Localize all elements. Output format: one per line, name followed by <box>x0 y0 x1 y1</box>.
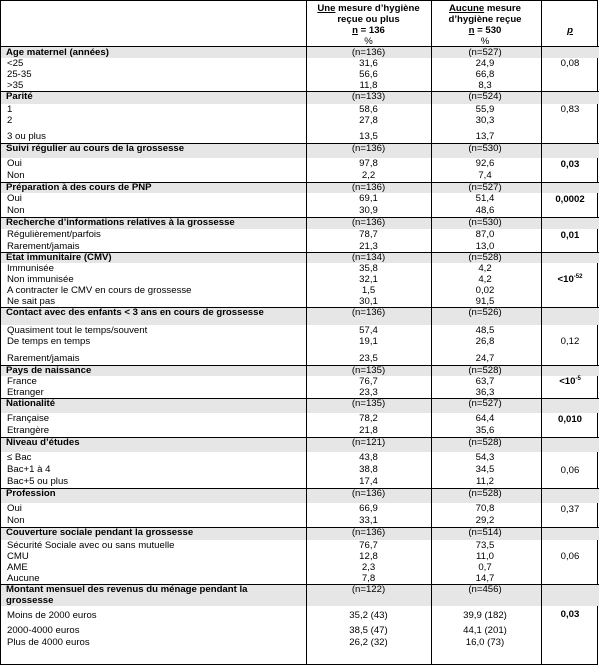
section-label: Parité <box>6 91 33 102</box>
value-none: 0,7 <box>478 562 492 573</box>
value-one-or-more: 23,3 <box>359 387 378 398</box>
p-value <box>541 274 599 285</box>
value-one-or-more: (n=136) <box>351 143 386 154</box>
row-label: Sécurité Sociale avec ou sans mutuelle <box>7 540 175 551</box>
section-label <box>6 584 248 606</box>
section-separator <box>1 584 599 585</box>
table-row <box>1 637 599 648</box>
row-label: AME <box>7 562 28 573</box>
value-none: 70,8 <box>475 503 495 514</box>
value-none: 51,4 <box>475 193 495 204</box>
header-col3-lead: Aucune <box>449 3 485 14</box>
section-label: Nationalité <box>6 398 56 409</box>
value-one-or-more: 76,7 <box>359 376 378 387</box>
value-none: 39,9 (182) <box>463 610 507 621</box>
p-value <box>541 609 599 620</box>
value-none: 11,0 <box>476 551 494 562</box>
value-none: 13,0 <box>475 241 495 252</box>
value-none: (n=528) <box>468 365 502 376</box>
table-row <box>1 126 599 143</box>
header-col3-rest: mesure <box>484 3 521 14</box>
row-label: A contracter le CMV en cours de grossesse <box>7 285 192 296</box>
section-separator <box>1 252 599 253</box>
header-col3-line2: d’hygiène reçue <box>448 14 522 25</box>
section-row <box>1 91 599 104</box>
header-one-or-more <box>306 3 431 47</box>
table-row <box>1 573 599 584</box>
value-none: (n=524) <box>468 91 502 102</box>
table-row <box>1 347 599 365</box>
value-none: 92,6 <box>475 158 495 169</box>
table-row <box>1 205 599 217</box>
value-one-or-more: 30,1 <box>359 296 378 307</box>
value-none: 48,5 <box>475 325 495 336</box>
section-row <box>1 365 599 376</box>
value-one-or-more: 35,8 <box>359 263 378 274</box>
section-label: Age maternel (années) <box>6 47 109 58</box>
value-one-or-more: 35,2 (43) <box>349 610 388 621</box>
section-row <box>1 527 599 540</box>
table-row <box>1 58 599 69</box>
value-none: 0,02 <box>475 285 495 296</box>
value-one-or-more: 26,2 (32) <box>349 637 388 648</box>
value-none: (n=528) <box>468 488 502 499</box>
header-col3-unit: % <box>480 36 490 47</box>
value-one-or-more: 43,8 <box>359 452 378 463</box>
section-row <box>1 143 599 158</box>
table-row <box>1 80 599 91</box>
value-none: (n=514) <box>468 527 502 538</box>
row-label: Non <box>7 515 25 526</box>
value-one-or-more: 13,5 <box>359 131 378 142</box>
value-one-or-more: (n=136) <box>351 47 386 58</box>
section-row <box>1 47 599 58</box>
table-row <box>1 476 599 488</box>
table-row <box>1 515 599 527</box>
table-row <box>1 562 599 573</box>
row-label: Ne sait pas <box>7 296 55 307</box>
value-one-or-more: 33,1 <box>359 515 378 526</box>
value-none: 7,4 <box>478 170 492 181</box>
table-row <box>1 229 599 241</box>
value-none: 64,4 <box>475 413 495 424</box>
value-none: (n=456) <box>468 584 502 595</box>
table-row <box>1 325 599 336</box>
value-none: 91,5 <box>475 296 495 307</box>
p-value-text: 0,12 <box>560 336 580 347</box>
value-one-or-more: 23,5 <box>359 353 378 364</box>
value-none: (n=528) <box>468 252 502 263</box>
value-one-or-more: 69,1 <box>359 193 378 204</box>
value-none: 16,0 (73) <box>465 637 505 648</box>
table-row <box>1 464 599 476</box>
p-value <box>541 465 599 476</box>
value-none: 30,3 <box>475 115 495 126</box>
row-label: <25 <box>7 58 24 69</box>
header-p-value <box>541 25 599 36</box>
value-one-or-more: 76,7 <box>359 540 378 551</box>
row-label: 2000-4000 euros <box>7 625 80 636</box>
section-separator <box>1 91 599 92</box>
value-one-or-more: (n=136) <box>351 527 386 538</box>
value-none: (n=527) <box>468 398 502 409</box>
row-label: >35 <box>7 80 24 91</box>
value-one-or-more: 78,7 <box>359 229 378 240</box>
section-row <box>1 584 599 606</box>
p-value-text: 0,03 <box>560 608 580 620</box>
value-none: (n=528) <box>468 437 502 448</box>
value-one-or-more: 19,1 <box>359 336 378 347</box>
value-none: 8,3 <box>478 80 492 91</box>
p-value-text: 0,03 <box>560 158 580 170</box>
table-row <box>1 274 599 285</box>
p-value <box>541 194 599 205</box>
table-row <box>1 622 599 637</box>
column-divider-1 <box>306 1 307 664</box>
p-value <box>541 104 599 115</box>
value-one-or-more: 7,8 <box>361 573 376 584</box>
p-value-exponent: -5 <box>575 376 581 382</box>
section-separator <box>1 307 599 308</box>
row-label: Française <box>7 413 50 424</box>
value-none: 54,3 <box>475 452 495 463</box>
row-label: Non <box>7 205 25 216</box>
header-col2-unit: % <box>364 36 373 47</box>
table-row <box>1 69 599 80</box>
value-one-or-more: 11,8 <box>359 80 378 91</box>
column-divider-2 <box>431 1 432 664</box>
value-one-or-more: 31,6 <box>359 58 378 69</box>
value-one-or-more: 12,8 <box>359 551 378 562</box>
value-one-or-more: (n=136) <box>351 488 386 499</box>
p-value <box>541 58 599 69</box>
header-col3-n-label: n <box>468 25 475 36</box>
header-col2-lead: Une <box>317 3 336 14</box>
value-one-or-more: 2,2 <box>361 170 376 181</box>
value-none: 63,7 <box>475 376 495 387</box>
row-label: Rarement/jamais <box>7 241 80 252</box>
table-row <box>1 606 599 622</box>
value-none: 24,9 <box>475 58 495 69</box>
value-none: 35,6 <box>475 425 495 436</box>
header-none <box>431 3 539 47</box>
header-col4-label: p <box>567 25 573 36</box>
table-row <box>1 241 599 252</box>
section-label: Profession <box>6 488 56 499</box>
table-row <box>1 425 599 437</box>
row-label: Rarement/jamais <box>7 353 80 364</box>
p-value-text: 0,83 <box>560 104 580 115</box>
table-row <box>1 413 599 425</box>
value-none: 44,1 (201) <box>463 625 507 636</box>
row-label: Etranger <box>7 387 44 398</box>
header-col3-n-value: = 530 <box>474 25 502 36</box>
row-label: Bac+5 ou plus <box>7 476 69 487</box>
value-none: (n=526) <box>468 307 502 318</box>
section-separator <box>1 527 599 528</box>
value-one-or-more: 2,3 <box>361 562 376 573</box>
section-label: Préparation à des cours de PNP <box>6 182 152 193</box>
value-one-or-more: (n=136) <box>351 217 386 228</box>
value-one-or-more: 1,5 <box>361 285 376 296</box>
table-row <box>1 285 599 296</box>
value-none: 36,3 <box>475 387 495 398</box>
value-none: 87,0 <box>475 229 495 240</box>
row-label: Régulièrement/parfois <box>7 229 101 240</box>
table-row <box>1 115 599 126</box>
section-separator <box>1 488 599 489</box>
value-one-or-more: 27,8 <box>359 115 378 126</box>
value-one-or-more: (n=135) <box>351 398 386 409</box>
row-label: Bac+1 à 4 <box>7 464 51 475</box>
section-label-line1: Montant mensuel des revenus du ménage pendant la <box>6 584 248 595</box>
p-value <box>541 376 599 387</box>
header-col2-line2: reçue ou plus <box>337 14 400 25</box>
value-none: 34,5 <box>475 464 495 475</box>
section-separator <box>1 365 599 366</box>
value-one-or-more: (n=134) <box>351 252 386 263</box>
row-label: Moins de 2000 euros <box>7 610 97 621</box>
table-row <box>1 104 599 115</box>
header-col2-n-value: = 136 <box>357 25 385 36</box>
section-separator <box>1 217 599 218</box>
value-one-or-more: 17,4 <box>359 476 378 487</box>
table-row <box>1 387 599 398</box>
value-none: (n=530) <box>468 217 502 228</box>
p-value <box>541 230 599 241</box>
row-label: 3 ou plus <box>7 131 46 142</box>
section-label: Recherche d’informations relatives à la grossesse <box>6 217 235 228</box>
value-one-or-more: 57,4 <box>359 325 378 336</box>
table-row <box>1 158 599 170</box>
p-value <box>541 336 599 347</box>
header-col2-n-label: n <box>352 25 358 36</box>
row-label: Etrangère <box>7 425 50 436</box>
p-value <box>541 159 599 170</box>
p-value-text: 0,0002 <box>555 193 585 205</box>
table-row <box>1 263 599 274</box>
value-one-or-more: 78,2 <box>359 413 378 424</box>
section-label-line2: grossesse <box>6 595 54 606</box>
p-value <box>541 414 599 425</box>
value-none: 55,9 <box>475 104 495 115</box>
p-value-text: 0,010 <box>557 413 582 425</box>
value-none: 13,7 <box>475 131 495 142</box>
value-one-or-more: (n=121) <box>351 437 386 448</box>
section-label: Couverture sociale pendant la grossesse <box>6 527 194 538</box>
table-row <box>1 452 599 464</box>
section-label: Pays de naissance <box>6 365 92 376</box>
row-label: Plus de 4000 euros <box>7 637 90 648</box>
value-none: (n=530) <box>468 143 502 154</box>
table-row <box>1 170 599 182</box>
value-none: 14,7 <box>475 573 495 584</box>
table-row <box>1 336 599 347</box>
section-label: Niveau d’études <box>6 437 80 448</box>
row-label: CMU <box>7 551 29 562</box>
p-value-text: <10 <box>559 376 576 387</box>
p-value-text: 0,06 <box>560 464 580 476</box>
column-divider-3 <box>541 1 542 664</box>
row-label: 1 <box>7 104 13 115</box>
row-label: Immunisée <box>7 263 54 274</box>
table-row <box>1 376 599 387</box>
row-label: Quasiment tout le temps/souvent <box>7 325 148 336</box>
p-value-text: 0,06 <box>560 551 580 562</box>
section-row <box>1 217 599 229</box>
p-value-exponent: -52 <box>573 274 583 280</box>
header-col2-rest: mesure d’hygiène <box>335 3 420 14</box>
value-none: 48,6 <box>475 205 495 216</box>
row-label: Non <box>7 170 25 181</box>
value-none: (n=527) <box>468 47 502 58</box>
p-value-text: 0,37 <box>560 503 580 515</box>
value-one-or-more: 97,8 <box>359 158 378 169</box>
row-label: ≤ Bac <box>7 452 32 463</box>
section-separator <box>1 143 599 144</box>
value-none: 26,8 <box>475 336 495 347</box>
section-row <box>1 437 599 452</box>
p-value <box>541 551 599 562</box>
value-one-or-more: 21,8 <box>359 425 378 436</box>
value-one-or-more: (n=122) <box>351 584 386 595</box>
row-label: Oui <box>7 193 22 204</box>
section-separator <box>1 182 599 183</box>
p-value <box>541 504 599 515</box>
value-one-or-more: 30,9 <box>359 205 378 216</box>
value-one-or-more: 38,5 (47) <box>349 625 388 636</box>
table-header <box>1 1 599 47</box>
value-none: 73,5 <box>475 540 495 551</box>
value-none: 11,2 <box>476 476 494 487</box>
section-separator <box>1 398 599 399</box>
value-none: 4,2 <box>478 274 492 285</box>
section-label: Etat immunitaire (CMV) <box>6 252 112 263</box>
section-row <box>1 488 599 503</box>
value-one-or-more: 66,9 <box>359 503 378 514</box>
value-one-or-more: 32,1 <box>359 274 378 285</box>
value-none: 29,2 <box>475 515 495 526</box>
section-label: Suivi régulier au cours de la grossesse <box>6 143 185 154</box>
p-value-text: 0,01 <box>560 229 580 241</box>
value-one-or-more: (n=133) <box>351 91 386 102</box>
section-label: Contact avec des enfants < 3 ans en cours de grossesse <box>6 307 264 318</box>
row-label: Aucune <box>7 573 40 584</box>
row-label: 25-35 <box>7 69 32 80</box>
section-row <box>1 182 599 193</box>
value-none: (n=527) <box>468 182 502 193</box>
row-label: Oui <box>7 158 22 169</box>
table-row <box>1 193 599 205</box>
row-label: De temps en temps <box>7 336 91 347</box>
value-one-or-more: (n=135) <box>351 365 386 376</box>
table-row <box>1 551 599 562</box>
value-none: 66,8 <box>475 69 495 80</box>
row-label: Oui <box>7 503 22 514</box>
table-row <box>1 503 599 515</box>
value-one-or-more: 56,6 <box>359 69 378 80</box>
value-one-or-more: (n=136) <box>351 182 386 193</box>
row-label: 2 <box>7 115 13 126</box>
table-row <box>1 540 599 551</box>
table-row <box>1 296 599 307</box>
row-label: France <box>7 376 37 387</box>
value-one-or-more: (n=136) <box>351 307 386 318</box>
section-row <box>1 252 599 263</box>
value-one-or-more: 38,8 <box>359 464 378 475</box>
header-separator <box>1 46 599 47</box>
p-value-text: 0,08 <box>560 58 580 69</box>
value-one-or-more: 21,3 <box>359 241 378 252</box>
section-row <box>1 307 599 325</box>
value-none: 24,7 <box>475 353 495 364</box>
section-separator <box>1 437 599 438</box>
value-one-or-more: 58,6 <box>359 104 378 115</box>
p-value-text: <10 <box>557 274 574 285</box>
section-row <box>1 398 599 413</box>
row-label: Non immunisée <box>7 274 74 285</box>
value-none: 4,2 <box>478 263 492 274</box>
